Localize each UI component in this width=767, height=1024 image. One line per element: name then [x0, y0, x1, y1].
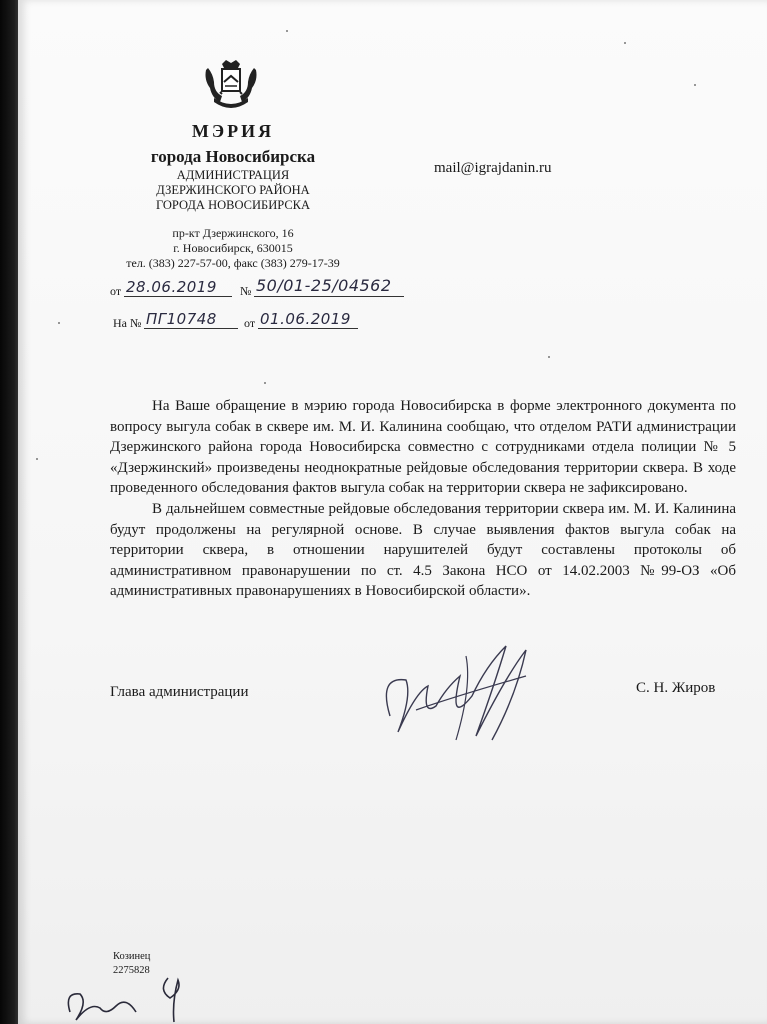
ref-number-underline [254, 296, 404, 297]
org-address-line: пр-кт Дзержинского, 16 [172, 226, 294, 240]
reply-date: 01.06.2019 [260, 310, 351, 328]
bottom-handwriting [60, 972, 210, 1024]
reply-date-underline [258, 328, 358, 329]
body-paragraph: На Ваше обращение в мэрию города Новосибирска в форме электронного документа по вопросу выгула собак в сквере им. М. И. Калинина сообщаю, что отделом РАТИ администрации Дзержинского района города Новосибирска совместно с сотрудниками отдела полиции № 5 «Дзержинский» произведены неоднократные рейдовые обследования территории сквера. В ходе проведенного обследования фактов выгула собак на территории сквера не зафиксировано. [110, 398, 736, 497]
letter-body [110, 396, 736, 602]
signer-position: Глава администрации [110, 684, 249, 700]
reply-number: ПГ10748 [146, 310, 217, 328]
org-admin-line: ГОРОДА НОВОСИБИРСКА [155, 198, 311, 212]
ref-date-underline [124, 296, 232, 297]
ref-number: 50/01-25/04562 [256, 276, 392, 295]
scan-edge [0, 0, 20, 1024]
org-admin-line: ДЗЕРЖИНСКОГО РАЙОНА [156, 183, 310, 197]
handwritten-signature [376, 636, 546, 746]
reply-number-label: На № [113, 316, 142, 330]
ref-from-label: от [110, 284, 122, 298]
ref-date: 28.06.2019 [126, 278, 217, 296]
signer-name: С. Н. Жиров [636, 680, 716, 696]
org-title: МЭРИЯ [191, 121, 275, 141]
org-phone-line: тел. (383) 227-57-00, факс (383) 279-17-39 [126, 256, 340, 270]
coat-of-arms-icon [200, 58, 262, 114]
recipient-email: mail@igrajdanin.ru [434, 160, 552, 176]
body-paragraph: В дальнейшем совместные рейдовые обследования территории сквера им. М. И. Калинина будут продолжены на регулярной основе. В случае выявления фактов выгула собак на территории сквера, в отношении нарушителей будут составлены протоколы об административном правонарушении по ст. 4.5 Закона НСО от 14.02.2003 №99-ОЗ «Об административных правонарушениях в Новосибирской области». [110, 500, 736, 600]
ref-number-label: № [240, 284, 252, 298]
executor-name: Козинец [113, 951, 151, 962]
org-address-line: г. Новосибирск, 630015 [173, 241, 293, 255]
reply-from-label: от [244, 316, 256, 330]
executor-phone: 2275828 [113, 965, 150, 976]
reply-number-underline [144, 328, 238, 329]
org-admin-line: АДМИНИСТРАЦИЯ [176, 168, 290, 182]
org-city: города Новосибирска [150, 147, 316, 166]
